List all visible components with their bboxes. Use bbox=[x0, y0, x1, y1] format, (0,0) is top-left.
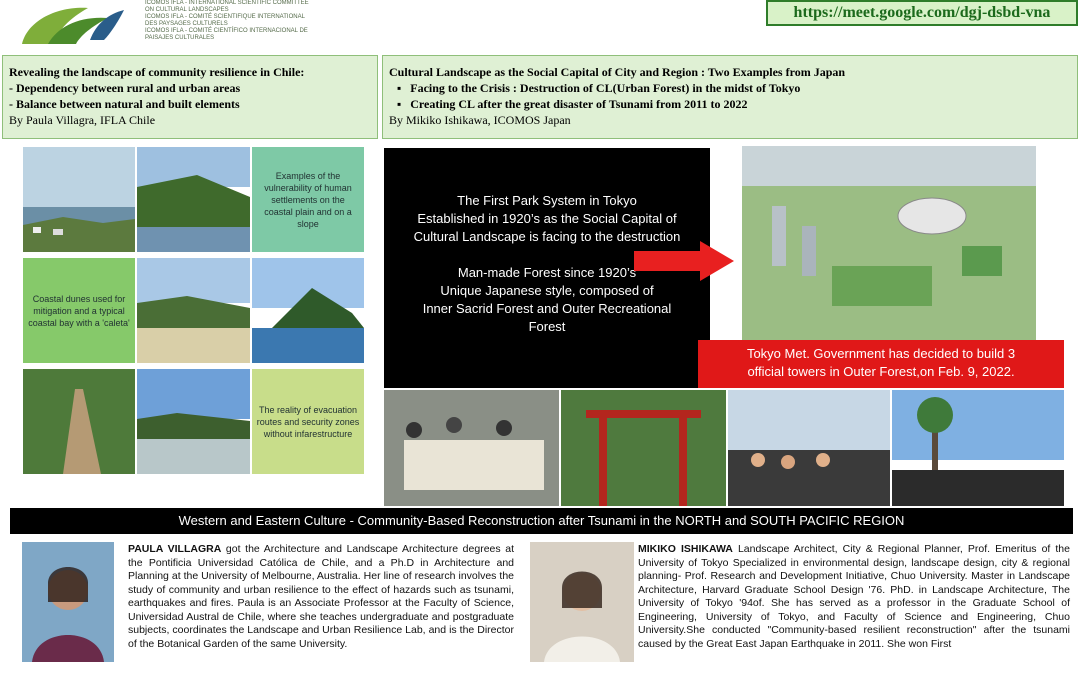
meet-link[interactable]: https://meet.google.com/dgj-dsbd-vna bbox=[766, 0, 1078, 26]
caption-dunes: Coastal dunes used for mitigation and a typical coastal bay with a 'caleta' bbox=[23, 258, 135, 363]
photo-coast-road bbox=[137, 369, 250, 474]
textbox-line: The First Park System in Tokyo bbox=[457, 193, 637, 208]
caption-vulnerability: Examples of the vulnerability of human settlements on the coastal plain and on a slope bbox=[252, 147, 364, 252]
photo-shrine-gate bbox=[561, 390, 726, 506]
textbox-line: Cultural Landscape is facing to the destruction bbox=[413, 229, 681, 244]
photo-bay bbox=[252, 258, 364, 363]
left-bullet: - Balance between natural and built elements bbox=[9, 97, 240, 111]
portrait-paula-villagra bbox=[22, 542, 114, 662]
right-title-panel bbox=[382, 55, 1078, 139]
photo-workshop bbox=[384, 390, 559, 506]
org-line: ICOMOS IFLA - COMITÉ CIENTÍFICO INTERNACIONAL DE bbox=[145, 28, 308, 34]
notice-line: Tokyo Met. Government has decided to build 3 bbox=[746, 346, 1016, 361]
org-text bbox=[145, 0, 345, 42]
red-arrow-icon bbox=[634, 241, 736, 281]
textbox-line: Unique Japanese style, composed of bbox=[440, 283, 654, 298]
photo-coast-village bbox=[23, 147, 135, 252]
photo-tree-planting bbox=[892, 390, 1064, 506]
bio-text: got the Architecture and Landscape Architecture degrees at the Pontificia Universidad Católica de Chile, and a Ph.D in Architecture and Planning at the University of Melbourne, Australia. Her line of research involves the study of community and urban resilience to the effect of hazards such as tsunami, earthquakes and fires. Paula is an Associate Professor at the Faculty of Science, Universidad Austral de Chile, where she teaches undergraduate and postgraduate subjects, coordinates the Landscape and Urban Resilience Lab, and is the Director of the Botanical Garden of the same University. bbox=[128, 543, 515, 650]
icomos-ifla-logo bbox=[18, 0, 128, 48]
photo-dirt-road bbox=[23, 369, 135, 474]
right-title: Cultural Landscape as the Social Capital of City and Region : Two Examples from Japan bbox=[389, 65, 846, 79]
photo-community-crowd bbox=[728, 390, 890, 506]
bio-name: PAULA VILLAGRA bbox=[128, 543, 222, 555]
org-line: DES PAYSAGES CULTURELS bbox=[145, 21, 228, 27]
textbox-line: Man-made Forest since 1920’s bbox=[457, 265, 637, 280]
right-bullet bbox=[389, 80, 1071, 96]
bio-text: Landscape Architect, City & Regional Planner, Prof. Emeritus of the University of Tokyo Specialized in environmental design, landscape design, city & regional planning- Prof. Research and Development Initiative, Chuo University. Master in Landscape Architecture, Harvard Graduate School Design '76. PhD. in Landscape Architecture, The University of Tokyo '94of. She has served as a professor in the Graduate School of Engineering, University of Tokyo, and Faculty of Science and Engineering, Chuo University.She conducted "Community-based resilient reconstruction" after the tsunami caused by the Great East Japan Earthquake in 2011. She won First bbox=[638, 543, 1070, 650]
leaf-logo-icon bbox=[18, 0, 128, 48]
right-byline: By Mikiko Ishikawa, ICOMOS Japan bbox=[389, 113, 571, 127]
bullet-text: Creating CL after the great disaster of Tsunami from 2011 to 2022 bbox=[410, 97, 748, 111]
portrait-mikiko-ishikawa bbox=[530, 542, 634, 662]
org-line: ICOMOS IFLA - INTERNATIONAL SCIENTIFIC COMMITTEE bbox=[145, 0, 309, 6]
section-banner: Western and Eastern Culture - Community-Based Reconstruction after Tsunami in the NORTH and SOUTH PACIFIC REGION bbox=[10, 508, 1073, 534]
left-title: Revealing the landscape of community resilience in Chile: bbox=[9, 65, 305, 79]
bio-name: MIKIKO ISHIKAWA bbox=[638, 543, 733, 555]
org-line: ICOMOS IFLA - COMITÉ SCIENTIFIQUE INTERNATIONAL bbox=[145, 14, 305, 20]
bullet-mark: ▪ bbox=[397, 81, 402, 95]
textbox-line: Forest bbox=[528, 319, 566, 334]
right-bullet bbox=[389, 96, 1071, 112]
bio-paula-villagra bbox=[128, 543, 514, 651]
org-line: PAISAJES CULTURALES bbox=[145, 35, 215, 41]
tokyo-tower-notice bbox=[698, 340, 1064, 388]
left-byline: By Paula Villagra, IFLA Chile bbox=[9, 113, 156, 127]
bullet-text: Facing to the Crisis : Destruction of CL(Urban Forest) in the midst of Tokyo bbox=[410, 81, 801, 95]
bio-mikiko-ishikawa bbox=[638, 543, 1070, 651]
photo-hillside bbox=[137, 147, 250, 252]
caption-evacuation: The reality of evacuation routes and security zones without infarestructure bbox=[252, 369, 364, 474]
photo-aerial-tokyo bbox=[742, 146, 1036, 342]
left-bullet: - Dependency between rural and urban areas bbox=[9, 81, 241, 95]
notice-line: official towers in Outer Forest,on Feb. 9, 2022. bbox=[747, 364, 1015, 379]
textbox-line: Inner Sacrid Forest and Outer Recreational bbox=[422, 301, 672, 316]
bullet-mark: ▪ bbox=[397, 97, 402, 111]
textbox-line: Established in 1920’s as the Social Capital of bbox=[417, 211, 677, 226]
org-line: ON CULTURAL LANDSCAPES bbox=[145, 7, 229, 13]
photo-dunes bbox=[137, 258, 250, 363]
left-title-panel bbox=[2, 55, 378, 139]
